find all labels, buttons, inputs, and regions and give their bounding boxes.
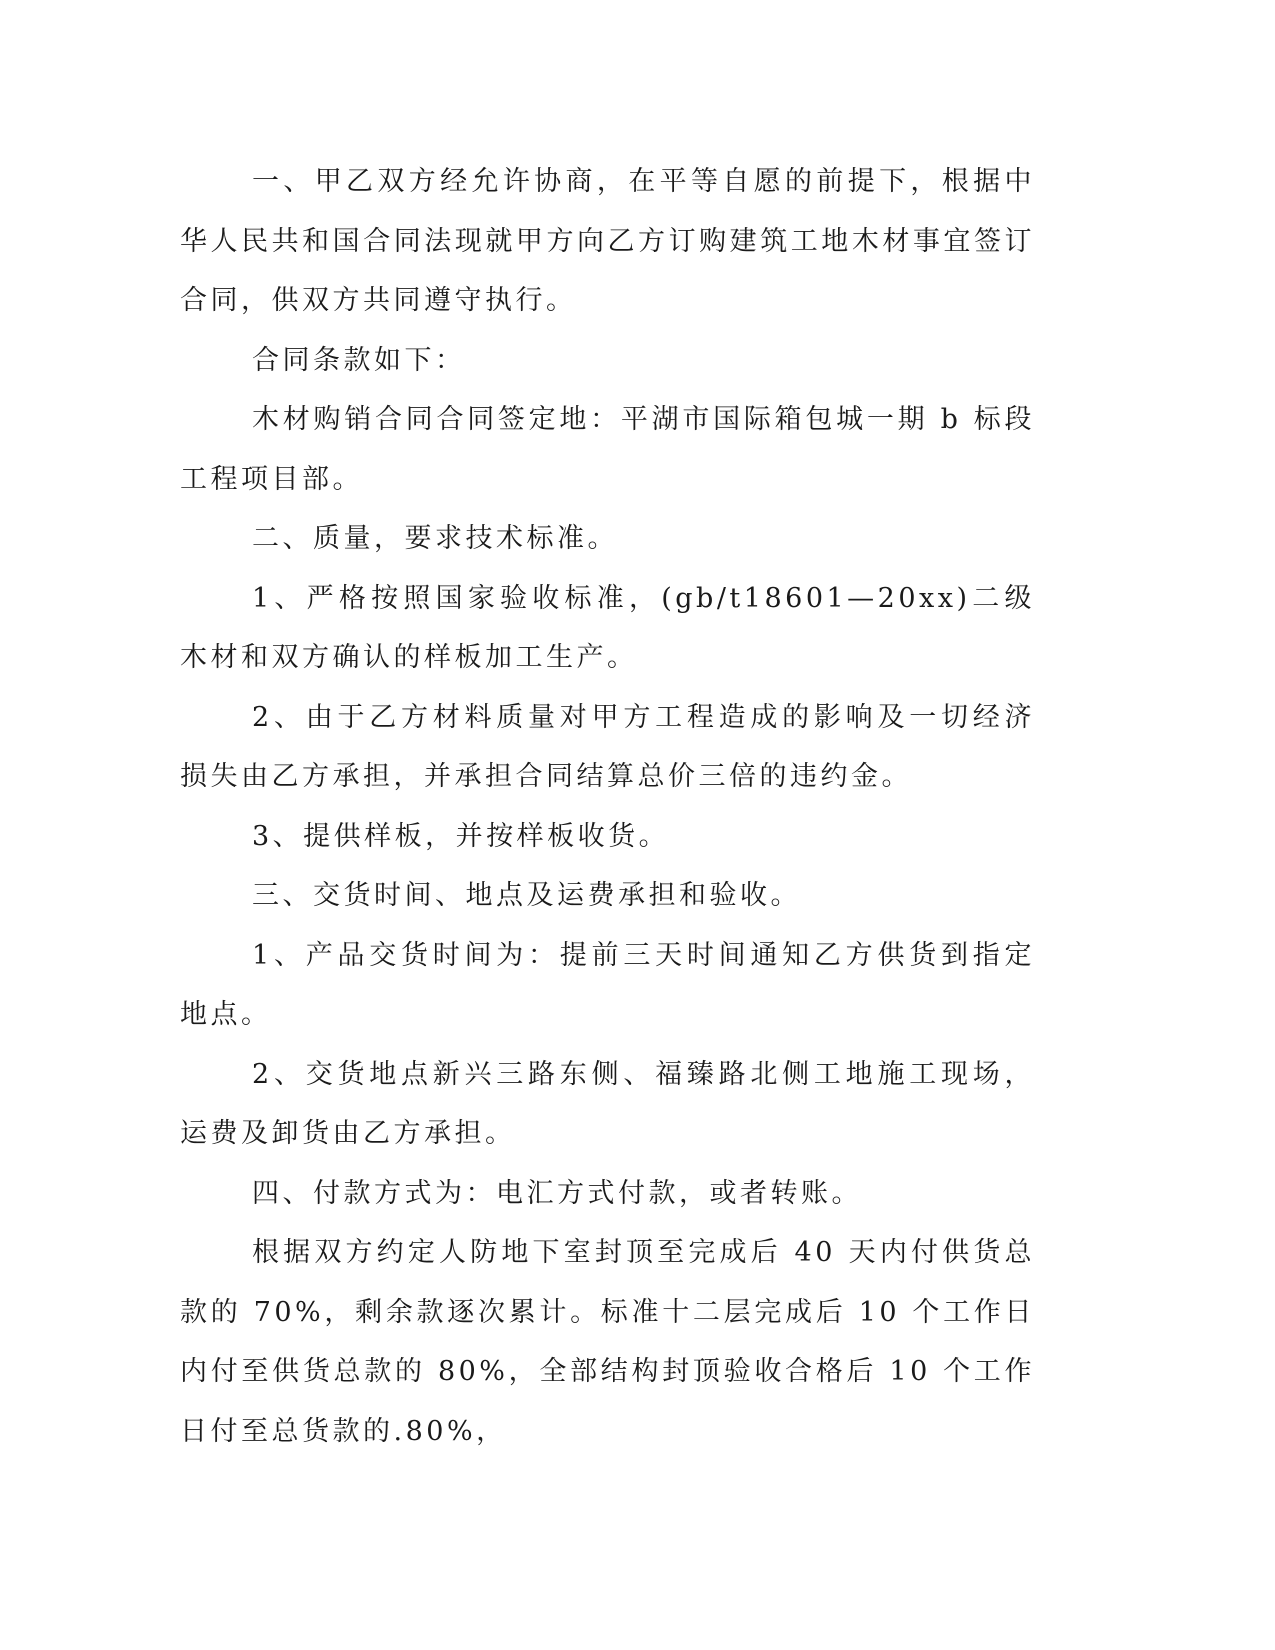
paragraph-7: 3、提供样板，并按样板收货。 <box>252 820 670 852</box>
paragraph-5: 1、严格按照国家验收标准，(gb/t18601—20xx)二级木材和双方确认的样板加工生产。 <box>180 582 1035 673</box>
paragraph-6: 2、由于乙方材料质量对甲方工程造成的影响及一切经济损失由乙方承担，并承担合同结算总价三倍的违约金。 <box>180 701 1035 792</box>
paragraph-9: 1、产品交货时间为：提前三天时间通知乙方供货到指定地点。 <box>180 939 1035 1030</box>
document-page <box>180 152 1035 1461</box>
paragraph-1: 一、甲乙双方经允许协商，在平等自愿的前提下，根据中华人民共和国合同法现就甲方向乙方订购建筑工地木材事宜签订合同，供双方共同遵守执行。 <box>180 166 1035 316</box>
paragraph-3: 木材购销合同合同签定地：平湖市国际箱包城一期 b 标段工程项目部。 <box>180 404 1035 495</box>
paragraph-12: 根据双方约定人防地下室封顶至完成后 40 天内付供货总款的 70%，剩余款逐次累计。标准十二层完成后 10 个工作日内付至供货总款的 80%，全部结构封顶验收合格后 10 个工作日付至总货款的.80%， <box>180 1237 1035 1447</box>
paragraph-10: 2、交货地点新兴三路东侧、福臻路北侧工地施工现场，运费及卸货由乙方承担。 <box>180 1058 1035 1149</box>
paragraph-11: 四、付款方式为：电汇方式付款，或者转账。 <box>252 1177 862 1209</box>
paragraph-8: 三、交货时间、地点及运费承担和验收。 <box>252 880 801 911</box>
paragraph-2: 合同条款如下： <box>252 344 466 376</box>
paragraph-4: 二、质量，要求技术标准。 <box>252 523 618 554</box>
